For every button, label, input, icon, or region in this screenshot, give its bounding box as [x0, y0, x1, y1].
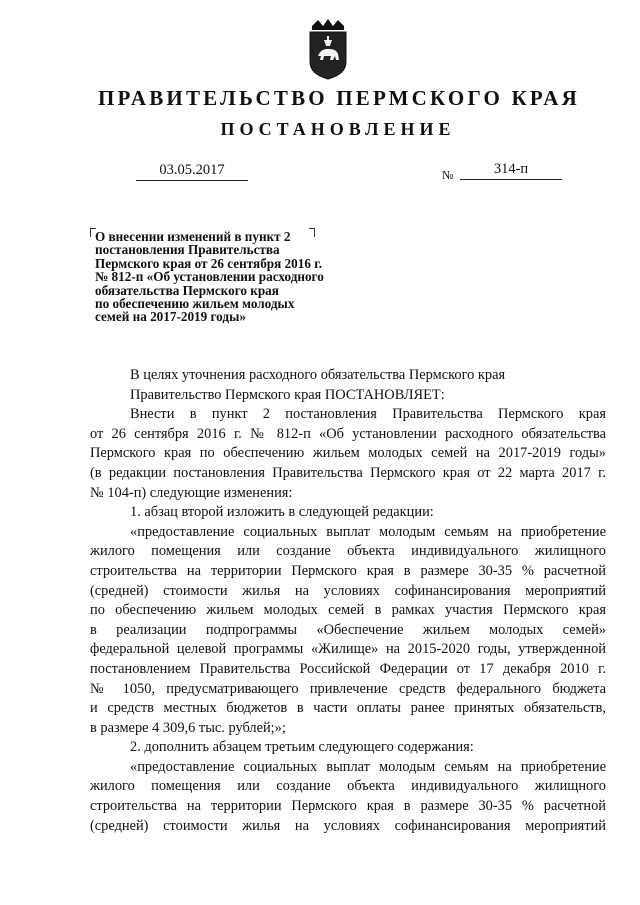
body-line: «предоставление социальных выплат молодым семьям на приобретение: [130, 523, 606, 540]
body-line: по обеспечению жильем молодых семей в рамках участия Пермского края: [90, 602, 606, 619]
body-line: Пермского края по обеспечению жильем молодых семей на 2017-2019 годы»: [90, 445, 606, 462]
subject-line: О внесении изменений в пункт 2: [95, 229, 291, 244]
body-line: строительства на территории Пермского края в размере 30-35 % расчетной: [90, 562, 606, 579]
body-line: 2. дополнить абзацем третьим следующего содержания:: [130, 739, 474, 756]
body-line: № 1050, предусматривающего привлечение средств федерального бюджета: [90, 680, 606, 697]
government-title: ПРАВИТЕЛЬСТВО ПЕРМСКОГО КРАЯ: [97, 86, 580, 110]
subject-line: семей на 2017-2019 годы»: [95, 309, 246, 325]
body-line: Внести в пункт 2 постановления Правительства Пермского края: [130, 406, 606, 423]
subject-line: Пермского края от 26 сентября 2016 г.: [95, 255, 323, 271]
coat-of-arms-icon: [306, 18, 350, 80]
body-line: от 26 сентября 2016 г. № 812-п «Об установлении расходного обязательства: [90, 425, 606, 442]
body-line: (средней) стоимости жилья на условиях софинансирования мероприятий: [90, 582, 606, 599]
document-date: 03.05.2017: [136, 162, 248, 181]
document-type: ПОСТАНОВЛЕНИЕ: [220, 119, 456, 139]
body-line: федеральной целевой программы «Жилище» на 2015-2020 годы, утвержденной: [90, 641, 606, 658]
body-line: «предоставление социальных выплат молодым семьям на приобретение: [130, 758, 606, 775]
body-line: в размере 4 309,6 тыс. рублей;»;: [90, 719, 286, 736]
subject-line: постановления Правительства: [95, 242, 280, 258]
document-subject: [95, 230, 385, 324]
subject-line: обязательства Пермского края: [95, 282, 279, 298]
body-line: постановлением Правительства Российской Федерации от 17 декабря 2010 г.: [90, 660, 606, 677]
body-line: 1. абзац второй изложить в следующей редакции:: [130, 504, 434, 521]
body-line: В целях уточнения расходного обязательства Пермского края: [130, 367, 506, 383]
document-body: [90, 366, 606, 836]
document-number: 314-п: [460, 161, 562, 180]
body-line: № 104-п) следующие изменения:: [90, 484, 293, 501]
number-sign: №: [442, 168, 454, 182]
body-line: жилого помещения или создание объекта индивидуального жилищного: [90, 543, 606, 560]
body-line: жилого помещения или создание объекта индивидуального жилищного: [90, 778, 606, 795]
subject-line: № 812-п «Об установлении расходного: [95, 269, 324, 285]
body-line: и средств местных бюджетов в части оплаты ранее принятых обязательств,: [90, 700, 606, 717]
body-line: (в редакции постановления Правительства Пермского края от 22 марта 2017 г.: [90, 464, 606, 481]
body-line: Правительство Пермского края ПОСТАНОВЛЯЕТ:: [130, 386, 445, 403]
body-line: в реализации подпрограммы «Обеспечение жильем молодых семей»: [90, 621, 606, 638]
body-line: (средней) стоимости жилья на условиях софинансирования мероприятий: [90, 817, 606, 834]
body-line: строительства на территории Пермского края в размере 30-35 % расчетной: [90, 798, 606, 815]
subject-line: по обеспечению жильем молодых: [95, 296, 295, 312]
